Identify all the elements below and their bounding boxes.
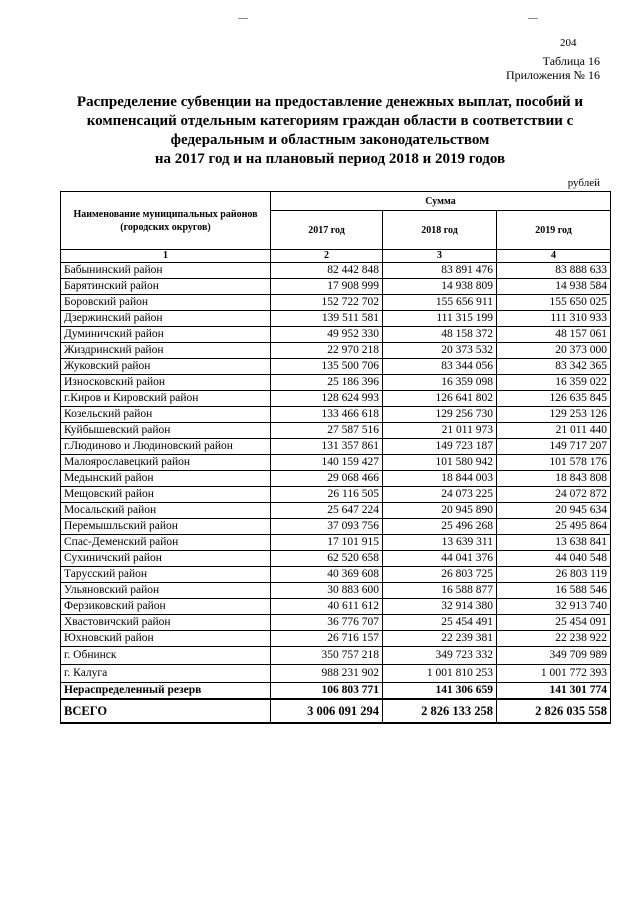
row-name: Тарусский район: [61, 567, 271, 583]
page-number: 204: [560, 37, 577, 49]
row-value-2019: 126 635 845: [497, 391, 611, 407]
row-value-2018: 126 641 802: [383, 391, 497, 407]
row-name: Козельский район: [61, 407, 271, 423]
row-name: Барятинский район: [61, 279, 271, 295]
row-value-2018: 16 588 877: [383, 583, 497, 599]
row-value-2019: 83 888 633: [497, 263, 611, 279]
row-value-2018: 16 359 098: [383, 375, 497, 391]
row-name: Куйбышевский район: [61, 423, 271, 439]
total-value-2018: 2 826 133 258: [383, 699, 497, 723]
row-value-2017: 25 186 396: [271, 375, 383, 391]
table-row: [61, 551, 611, 567]
row-value-2018: 141 306 659: [383, 683, 497, 700]
row-value-2019: 149 717 207: [497, 439, 611, 455]
row-value-2019: 13 638 841: [497, 535, 611, 551]
row-name: Жуковский район: [61, 359, 271, 375]
row-value-2018: 48 158 372: [383, 327, 497, 343]
table-row: [61, 599, 611, 615]
row-value-2018: 20 945 890: [383, 503, 497, 519]
row-name: Малоярославецкий район: [61, 455, 271, 471]
row-value-2017: 27 587 516: [271, 423, 383, 439]
table-row: [61, 343, 611, 359]
row-value-2017: 40 369 608: [271, 567, 383, 583]
row-value-2017: 49 952 330: [271, 327, 383, 343]
reserve-row: [61, 683, 611, 700]
total-value-2019: 2 826 035 558: [497, 699, 611, 723]
row-value-2019: 21 011 440: [497, 423, 611, 439]
table-row: [61, 519, 611, 535]
table-row: [61, 295, 611, 311]
row-value-2018: 20 373 532: [383, 343, 497, 359]
row-value-2018: 111 315 199: [383, 311, 497, 327]
row-value-2019: 1 001 772 393: [497, 665, 611, 683]
row-value-2017: 22 970 218: [271, 343, 383, 359]
row-value-2019: 25 454 091: [497, 615, 611, 631]
row-value-2018: 349 723 332: [383, 647, 497, 665]
table-row: [61, 375, 611, 391]
table-row: [61, 647, 611, 665]
table-row: [61, 567, 611, 583]
row-name: Боровский район: [61, 295, 271, 311]
row-value-2018: 129 256 730: [383, 407, 497, 423]
row-name: Юхновский район: [61, 631, 271, 647]
row-value-2018: 25 496 268: [383, 519, 497, 535]
row-value-2019: 20 945 634: [497, 503, 611, 519]
total-value-2017: 3 006 091 294: [271, 699, 383, 723]
row-name: Износковский район: [61, 375, 271, 391]
row-value-2017: 29 068 466: [271, 471, 383, 487]
scan-mark: [528, 18, 538, 19]
row-name: Медынский район: [61, 471, 271, 487]
row-value-2018: 83 891 476: [383, 263, 497, 279]
row-value-2019: 44 040 548: [497, 551, 611, 567]
row-value-2019: 14 938 584: [497, 279, 611, 295]
row-name: Бабынинский район: [61, 263, 271, 279]
row-name: Мосальский район: [61, 503, 271, 519]
table-body: [61, 263, 611, 683]
table-row: [61, 311, 611, 327]
header-sum: Сумма: [271, 192, 611, 211]
row-value-2018: 24 073 225: [383, 487, 497, 503]
scan-mark: [238, 18, 248, 19]
row-value-2017: 17 101 915: [271, 535, 383, 551]
row-value-2018: 101 580 942: [383, 455, 497, 471]
table-row: [61, 487, 611, 503]
row-value-2019: 25 495 864: [497, 519, 611, 535]
row-value-2017: 152 722 702: [271, 295, 383, 311]
row-value-2018: 32 914 380: [383, 599, 497, 615]
row-value-2017: 140 159 427: [271, 455, 383, 471]
row-value-2019: 24 072 872: [497, 487, 611, 503]
row-value-2017: 988 231 902: [271, 665, 383, 683]
table-row: [61, 423, 611, 439]
row-value-2018: 155 656 911: [383, 295, 497, 311]
table-row: [61, 631, 611, 647]
row-value-2017: 133 466 618: [271, 407, 383, 423]
row-value-2018: 149 723 187: [383, 439, 497, 455]
column-number: 2: [271, 250, 383, 263]
row-value-2017: 131 357 861: [271, 439, 383, 455]
table-row: [61, 391, 611, 407]
table-row: [61, 503, 611, 519]
row-name: Сухиничский район: [61, 551, 271, 567]
row-value-2019: 141 301 774: [497, 683, 611, 700]
row-name: Ферзиковский район: [61, 599, 271, 615]
row-value-2017: 128 624 993: [271, 391, 383, 407]
row-name: Думиничский район: [61, 327, 271, 343]
document-title-line: федеральным и областным законодательством: [170, 132, 490, 148]
table-row: [61, 263, 611, 279]
row-value-2019: 349 709 989: [497, 647, 611, 665]
total-label: ВСЕГО: [61, 699, 271, 723]
table-row: [61, 665, 611, 683]
document-title-line: Распределение субвенции на предоставление денежных выплат, пособий и: [76, 94, 584, 110]
table-row: [61, 615, 611, 631]
document-title-line: компенсаций отдельным категориям граждан области в соответствии с: [86, 113, 574, 129]
table-row: [61, 455, 611, 471]
row-value-2019: 16 588 546: [497, 583, 611, 599]
row-value-2017: 17 908 999: [271, 279, 383, 295]
table-row: [61, 535, 611, 551]
table-row: [61, 279, 611, 295]
row-value-2017: 25 647 224: [271, 503, 383, 519]
row-value-2018: 44 041 376: [383, 551, 497, 567]
row-value-2018: 25 454 491: [383, 615, 497, 631]
table-row: [61, 583, 611, 599]
header-year-2017: 2017 год: [271, 211, 383, 250]
row-value-2017: 26 716 157: [271, 631, 383, 647]
row-value-2017: 30 883 600: [271, 583, 383, 599]
header-name: Наименование муниципальных районов (городских округов): [61, 192, 271, 250]
row-name: г.Людиново и Людиновский район: [61, 439, 271, 455]
table-row: [61, 327, 611, 343]
row-value-2018: 22 239 381: [383, 631, 497, 647]
row-value-2019: 83 342 365: [497, 359, 611, 375]
row-value-2017: 26 116 505: [271, 487, 383, 503]
row-name: г.Киров и Кировский район: [61, 391, 271, 407]
row-value-2018: 83 344 056: [383, 359, 497, 375]
row-value-2019: 20 373 000: [497, 343, 611, 359]
row-value-2019: 18 843 808: [497, 471, 611, 487]
table-reference: Таблица 16: [542, 54, 600, 68]
row-value-2017: 106 803 771: [271, 683, 383, 700]
row-value-2019: 26 803 119: [497, 567, 611, 583]
table-row: [61, 359, 611, 375]
row-name: г. Калуга: [61, 665, 271, 683]
row-value-2017: 82 442 848: [271, 263, 383, 279]
row-name: Ульяновский район: [61, 583, 271, 599]
column-number: 3: [383, 250, 497, 263]
row-value-2018: 26 803 725: [383, 567, 497, 583]
row-name: Нераспределенный резерв: [61, 683, 271, 700]
column-number: 4: [497, 250, 611, 263]
header-year-2018: 2018 год: [383, 211, 497, 250]
row-value-2019: 32 913 740: [497, 599, 611, 615]
row-value-2017: 40 611 612: [271, 599, 383, 615]
row-name: Перемышльский район: [61, 519, 271, 535]
table-row: [61, 471, 611, 487]
row-value-2019: 129 253 126: [497, 407, 611, 423]
units-label: рублей: [567, 177, 600, 189]
row-value-2018: 18 844 003: [383, 471, 497, 487]
row-name: Мещовский район: [61, 487, 271, 503]
row-value-2017: 62 520 658: [271, 551, 383, 567]
total-row: [61, 699, 611, 723]
row-value-2019: 22 238 922: [497, 631, 611, 647]
header-year-2019: 2019 год: [497, 211, 611, 250]
row-value-2019: 16 359 022: [497, 375, 611, 391]
row-value-2018: 1 001 810 253: [383, 665, 497, 683]
row-name: Жиздринский район: [61, 343, 271, 359]
row-value-2019: 111 310 933: [497, 311, 611, 327]
row-value-2018: 14 938 809: [383, 279, 497, 295]
row-value-2017: 350 757 218: [271, 647, 383, 665]
subvention-table: [60, 191, 611, 724]
row-value-2017: 135 500 706: [271, 359, 383, 375]
row-value-2017: 139 511 581: [271, 311, 383, 327]
row-name: Хвастовичский район: [61, 615, 271, 631]
row-value-2017: 37 093 756: [271, 519, 383, 535]
table-row: [61, 407, 611, 423]
row-value-2019: 48 157 061: [497, 327, 611, 343]
row-value-2019: 101 578 176: [497, 455, 611, 471]
row-value-2018: 21 011 973: [383, 423, 497, 439]
row-value-2017: 36 776 707: [271, 615, 383, 631]
column-number: 1: [61, 250, 271, 263]
appendix-reference: Приложения № 16: [505, 68, 600, 82]
row-name: г. Обнинск: [61, 647, 271, 665]
row-value-2018: 13 639 311: [383, 535, 497, 551]
table-row: [61, 439, 611, 455]
row-name: Спас-Деменский район: [61, 535, 271, 551]
document-title-line: на 2017 год и на плановый период 2018 и 2019 годов: [154, 151, 506, 167]
row-name: Дзержинский район: [61, 311, 271, 327]
row-value-2019: 155 650 025: [497, 295, 611, 311]
